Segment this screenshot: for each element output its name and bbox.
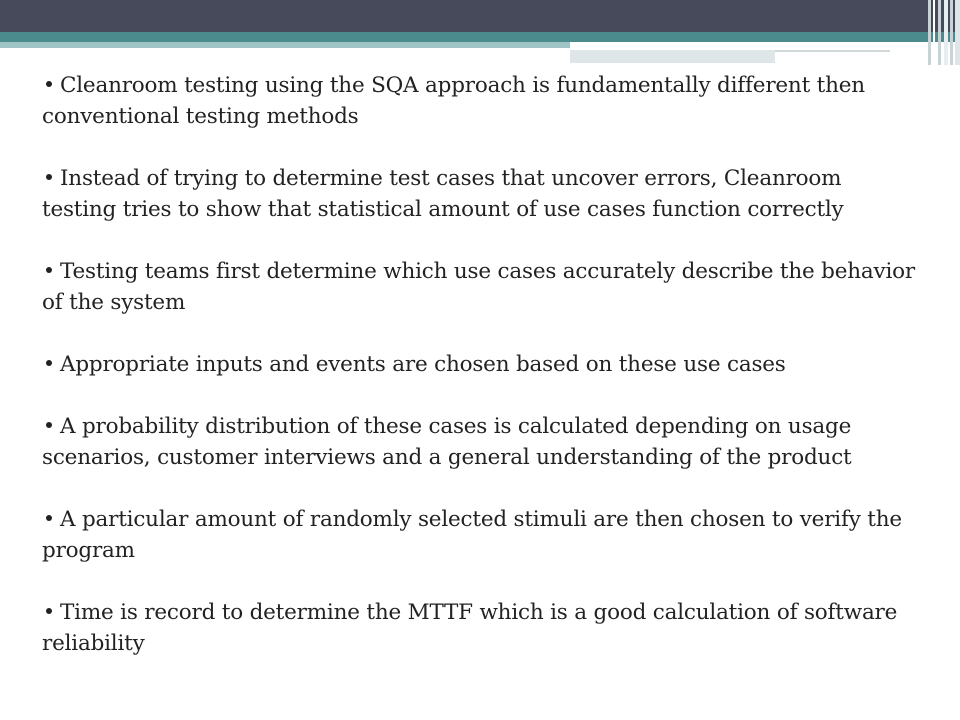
bullet-item [42,256,922,318]
header-teal-bar [0,32,960,42]
edge-stripe [955,0,960,65]
edge-stripe [928,0,931,65]
edge-stripe [944,0,948,65]
header-grey-strip [570,50,775,63]
bullet-text: Instead of trying to determine test cases that uncover errors, Cleanroom testing tries to show that statistical amount of use cases function correctly [42,166,844,222]
edge-stripe [933,0,935,65]
header-thin-line [775,50,890,52]
bullet-dot-icon [46,81,52,87]
bullet-dot-icon [46,608,52,614]
bullet-item [42,504,922,566]
bullet-text: Time is record to determine the MTTF which is a good calculation of software reliability [42,600,898,656]
bullet-text: A probability distribution of these cases is calculated depending on usage scenarios, customer interviews and a general understanding of the product [42,414,852,470]
bullet-text: Appropriate inputs and events are chosen based on these use cases [60,352,786,377]
bullet-item [42,411,922,473]
bullet-dot-icon [46,422,52,428]
bullet-text: Cleanroom testing using the SQA approach is fundamentally different then conventional testing methods [42,73,865,129]
bullet-dot-icon [46,267,52,273]
edge-stripe [938,0,941,65]
bullet-item [42,163,922,225]
bullet-item [42,70,922,132]
bullet-list [42,70,922,659]
bullet-text: A particular amount of randomly selected stimuli are then chosen to verify the program [42,507,902,563]
bullet-item [42,597,922,659]
bullet-dot-icon [46,515,52,521]
header-dark-bar [0,0,960,32]
bullet-item [42,349,922,380]
bullet-dot-icon [46,174,52,180]
header-accent-bar [0,42,570,48]
bullet-text: Testing teams first determine which use cases accurately describe the behavior of the system [42,259,915,315]
edge-stripe [950,0,953,65]
bullet-dot-icon [46,360,52,366]
